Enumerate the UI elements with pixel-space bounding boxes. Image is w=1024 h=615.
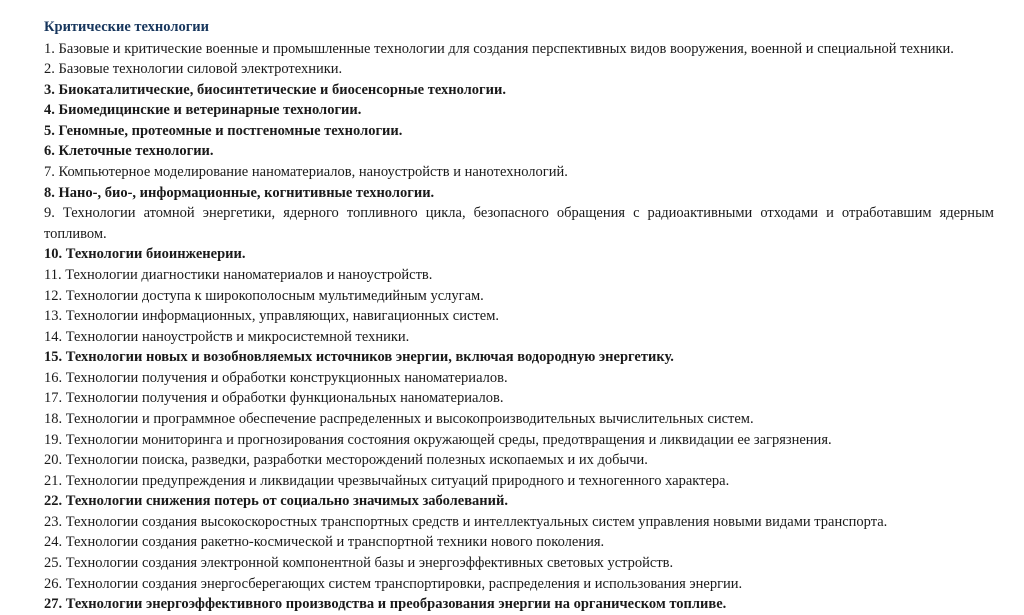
page-title: Критические технологии — [44, 19, 210, 35]
list-item: 5. Геномные, протеомные и постгеномные технологии. — [44, 122, 403, 139]
list-item: 17. Технологии получения и обработки функциональных наноматериалов. — [44, 390, 504, 407]
list-item: 3. Биокаталитические, биосинтетические и биосенсорные технологии. — [44, 81, 506, 98]
list-item: 10. Технологии биоинженерии. — [44, 246, 246, 263]
list-item: 8. Нано-, био-, информационные, когнитивные технологии. — [44, 184, 435, 201]
list-item: 25. Технологии создания электронной компонентной базы и энергоэффективных световых устройств. — [44, 555, 674, 572]
list-item: 26. Технологии создания энергосберегающих систем транспортировки, распределения и использования энергии. — [44, 575, 743, 592]
list-item: 7. Компьютерное моделирование наноматериалов, наноустройств и нанотехнологий. — [44, 164, 568, 181]
list-item: 1. Базовые и критические военные и промышленные технологии для создания перспективных видов вооружения, военной и специальной техники. — [44, 40, 954, 57]
list-item: 19. Технологии мониторинга и прогнозирования состояния окружающей среды, предотвращения и ликвидации ее загрязнения. — [44, 431, 832, 448]
list-item: 24. Технологии создания ракетно-космической и транспортной техники нового поколения. — [44, 534, 605, 551]
list-item: 16. Технологии получения и обработки конструкционных наноматериалов. — [44, 369, 508, 386]
list-item: 22. Технологии снижения потерь от социально значимых заболеваний. — [44, 493, 508, 510]
list-item: 21. Технологии предупреждения и ликвидации чрезвычайных ситуаций природного и техногенного характера. — [44, 472, 730, 489]
critical-technologies-list — [44, 39, 994, 615]
list-item: 14. Технологии наноустройств и микросистемной техники. — [44, 328, 410, 345]
list-item: 15. Технологии новых и возобновляемых источников энергии, включая водородную энергетику. — [44, 349, 674, 366]
list-item: 11. Технологии диагностики наноматериалов и наноустройств. — [44, 266, 433, 283]
list-item: 6. Клеточные технологии. — [44, 143, 214, 160]
list-item: 12. Технологии доступа к широкополосным мультимедийным услугам. — [44, 287, 484, 304]
list-item: 4. Биомедицинские и ветеринарные технологии. — [44, 102, 362, 119]
list-item: 23. Технологии создания высокоскоростных транспортных средств и интеллектуальных систем управления новыми видами транспорта. — [44, 513, 888, 530]
list-item: 13. Технологии информационных, управляющих, навигационных систем. — [44, 308, 499, 325]
list-item: 20. Технологии поиска, разведки, разработки месторождений полезных ископаемых и их добычи. — [44, 452, 648, 469]
list-item: 27. Технологии энергоэффективного производства и преобразования энергии на органическом топливе. — [44, 596, 727, 613]
list-item: 9. Технологии атомной энергетики, ядерного топливного цикла, безопасного обращения с радиоактивными отходами и отработавшим ядерным топливом. — [44, 205, 994, 242]
list-item: 18. Технологии и программное обеспечение распределенных и высокопроизводительных вычислительных систем. — [44, 410, 754, 427]
list-item: 2. Базовые технологии силовой электротехники. — [44, 61, 343, 78]
